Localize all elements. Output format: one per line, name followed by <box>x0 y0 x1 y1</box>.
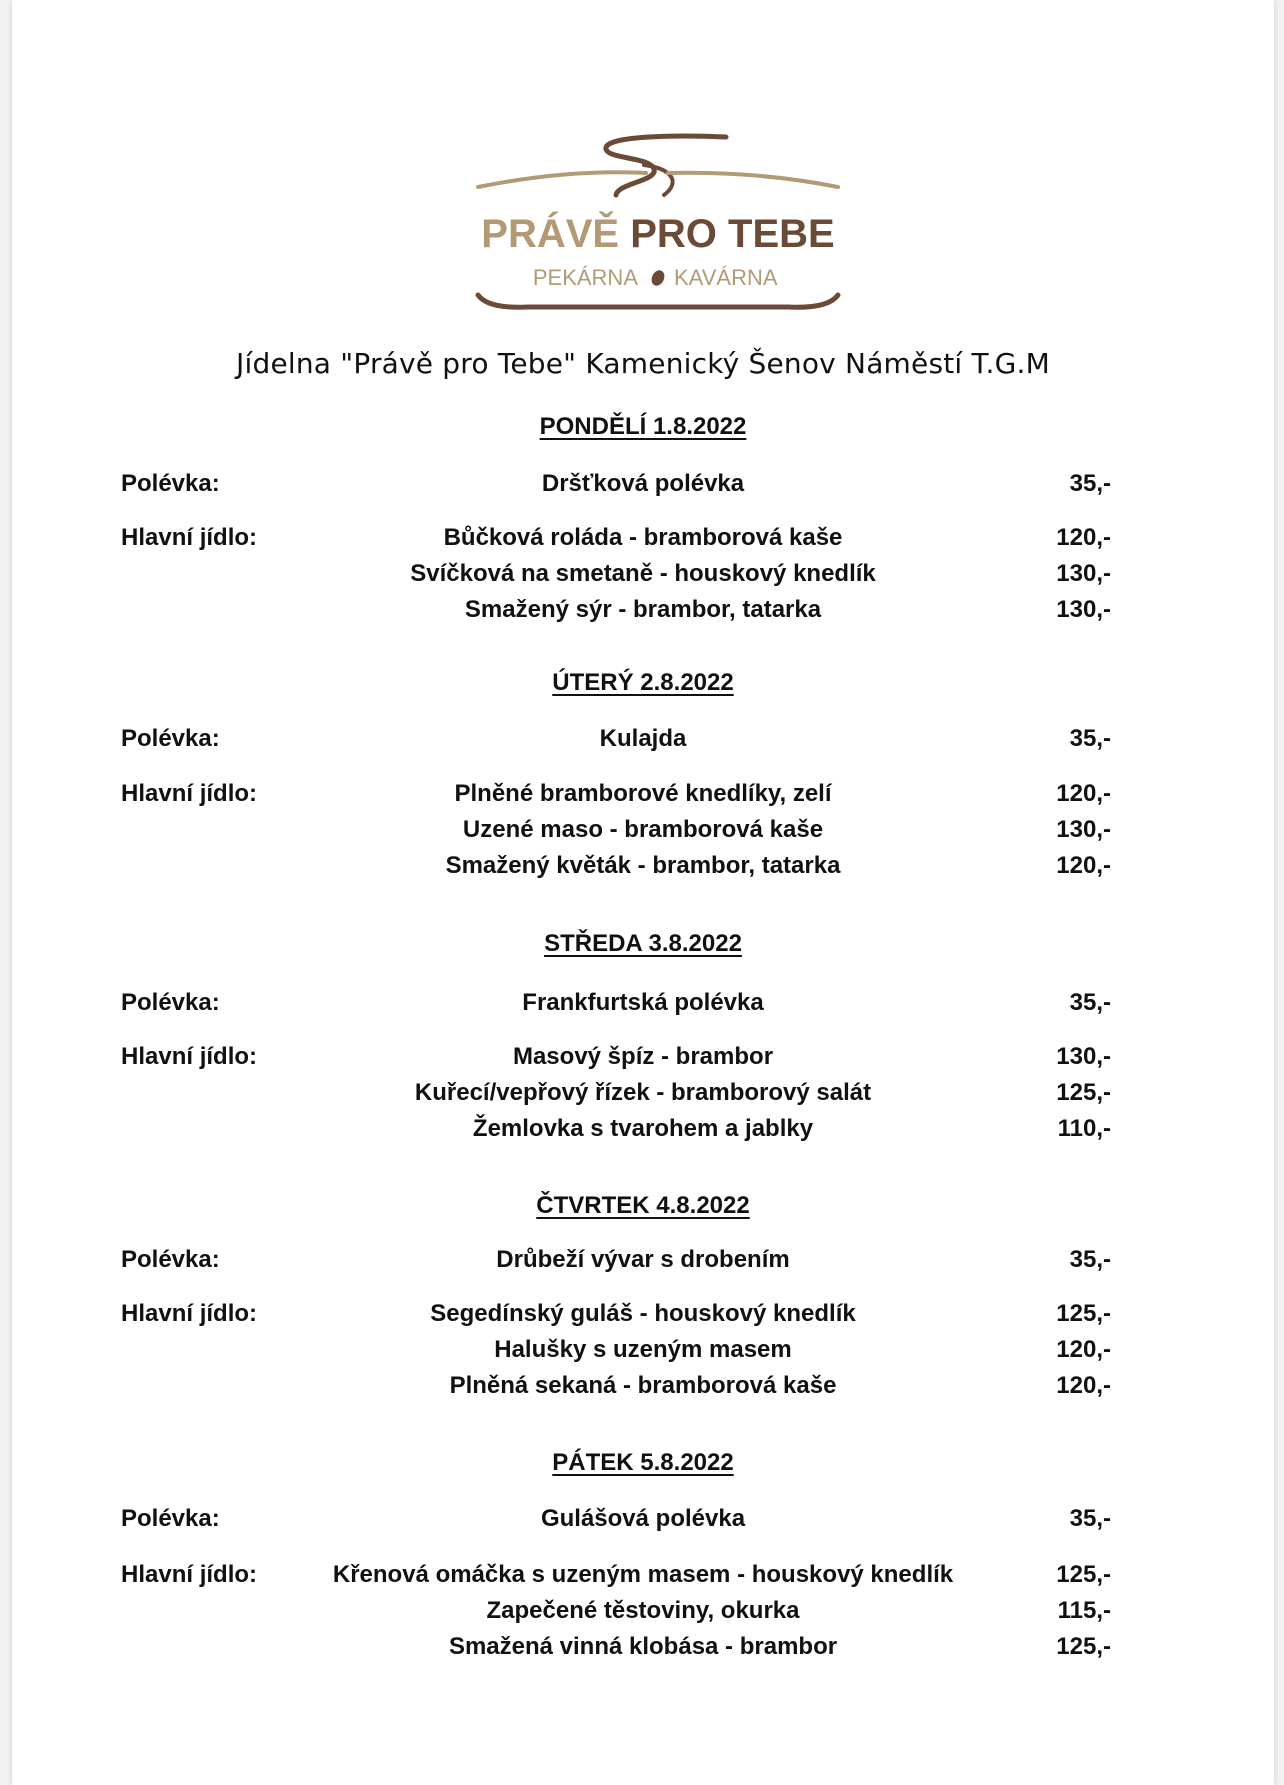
main-label: Hlavní jídlo: <box>121 524 258 551</box>
main-price: 120,- <box>1056 780 1111 807</box>
main-dish: Žemlovka s tvarohem a jablky <box>472 1115 814 1142</box>
day-title-wednesday: STŘEDA 3.8.2022 <box>544 930 742 957</box>
bakery-logo <box>468 125 848 325</box>
soup-price: 35,- <box>1069 1505 1111 1532</box>
main-price: 125,- <box>1056 1633 1111 1660</box>
soup-name: Drůbeží vývar s drobením <box>496 1246 790 1273</box>
main-dish: Plněné bramborové knedlíky, zelí <box>454 780 832 807</box>
logo-bottom-arc <box>478 295 838 307</box>
main-price: 130,- <box>1056 816 1111 843</box>
logo-tagline-left: PEKÁRNA <box>532 265 638 290</box>
main-dish: Smažený květák - brambor, tatarka <box>445 852 841 879</box>
main-dish: Plněná sekaná - bramborová kaše <box>449 1372 837 1399</box>
day-title-tuesday: ÚTERÝ 2.8.2022 <box>552 669 734 696</box>
soup-name: Kulajda <box>599 725 687 752</box>
logo-top-arc-right <box>668 173 838 187</box>
main-price: 120,- <box>1056 524 1111 551</box>
soup-label: Polévka: <box>121 725 220 752</box>
main-price: 120,- <box>1056 1336 1111 1363</box>
main-dish: Halušky s uzeným masem <box>494 1336 792 1363</box>
day-title-monday: PONDĚLÍ 1.8.2022 <box>539 413 747 440</box>
main-dish: Uzené maso - bramborová kaše <box>462 816 824 843</box>
main-dish: Kuřecí/vepřový řízek - bramborový salát <box>414 1079 872 1106</box>
logo-top-arc <box>478 172 646 187</box>
menu-sheet <box>12 0 1274 1785</box>
logo-tagline-right: KAVÁRNA <box>674 265 778 290</box>
main-price: 130,- <box>1056 1043 1111 1070</box>
main-price: 130,- <box>1056 560 1111 587</box>
soup-price: 35,- <box>1069 725 1111 752</box>
main-price: 125,- <box>1056 1079 1111 1106</box>
soup-price: 35,- <box>1069 989 1111 1016</box>
main-dish: Křenová omáčka s uzeným masem - houskový knedlík <box>332 1561 954 1588</box>
main-price: 125,- <box>1056 1561 1111 1588</box>
main-price: 120,- <box>1056 852 1111 879</box>
main-price: 130,- <box>1056 596 1111 623</box>
main-label: Hlavní jídlo: <box>121 1561 258 1588</box>
main-label: Hlavní jídlo: <box>121 780 258 807</box>
soup-label: Polévka: <box>121 1246 220 1273</box>
soup-price: 35,- <box>1069 470 1111 497</box>
day-title-thursday: ČTVRTEK 4.8.2022 <box>536 1192 750 1219</box>
main-label: Hlavní jídlo: <box>121 1043 258 1070</box>
steam-swirl <box>606 136 726 195</box>
soup-label: Polévka: <box>121 470 220 497</box>
coffee-bean-icon <box>649 268 667 288</box>
soup-name: Gulášová polévka <box>540 1505 746 1532</box>
main-price: 110,- <box>1057 1115 1111 1142</box>
main-price: 125,- <box>1056 1300 1111 1327</box>
main-dish: Zapečené těstoviny, okurka <box>486 1597 800 1624</box>
main-price: 115,- <box>1057 1597 1111 1624</box>
soup-label: Polévka: <box>121 1505 220 1532</box>
main-dish: Smažená vinná klobása - brambor <box>448 1633 838 1660</box>
main-label: Hlavní jídlo: <box>121 1300 258 1327</box>
day-title-friday: PÁTEK 5.8.2022 <box>552 1449 734 1476</box>
logo-brand: PRÁVĚ PRO TEBE <box>481 212 835 256</box>
main-dish: Bůčková roláda - bramborová kaše <box>443 524 843 551</box>
main-dish: Segedínský guláš - houskový knedlík <box>430 1300 856 1327</box>
soup-name: Frankfurtská polévka <box>522 989 764 1016</box>
restaurant-subtitle: Jídelna "Právě pro Tebe" Kamenický Šenov Náměstí T.G.M <box>236 347 1050 380</box>
main-dish: Smažený sýr - brambor, tatarka <box>464 596 822 623</box>
main-price: 120,- <box>1056 1372 1111 1399</box>
soup-price: 35,- <box>1069 1246 1111 1273</box>
main-dish: Masový špíz - brambor <box>512 1043 774 1070</box>
soup-name: Dršťková polévka <box>541 470 745 497</box>
main-dish: Svíčková na smetaně - houskový knedlík <box>410 560 876 587</box>
soup-label: Polévka: <box>121 989 220 1016</box>
